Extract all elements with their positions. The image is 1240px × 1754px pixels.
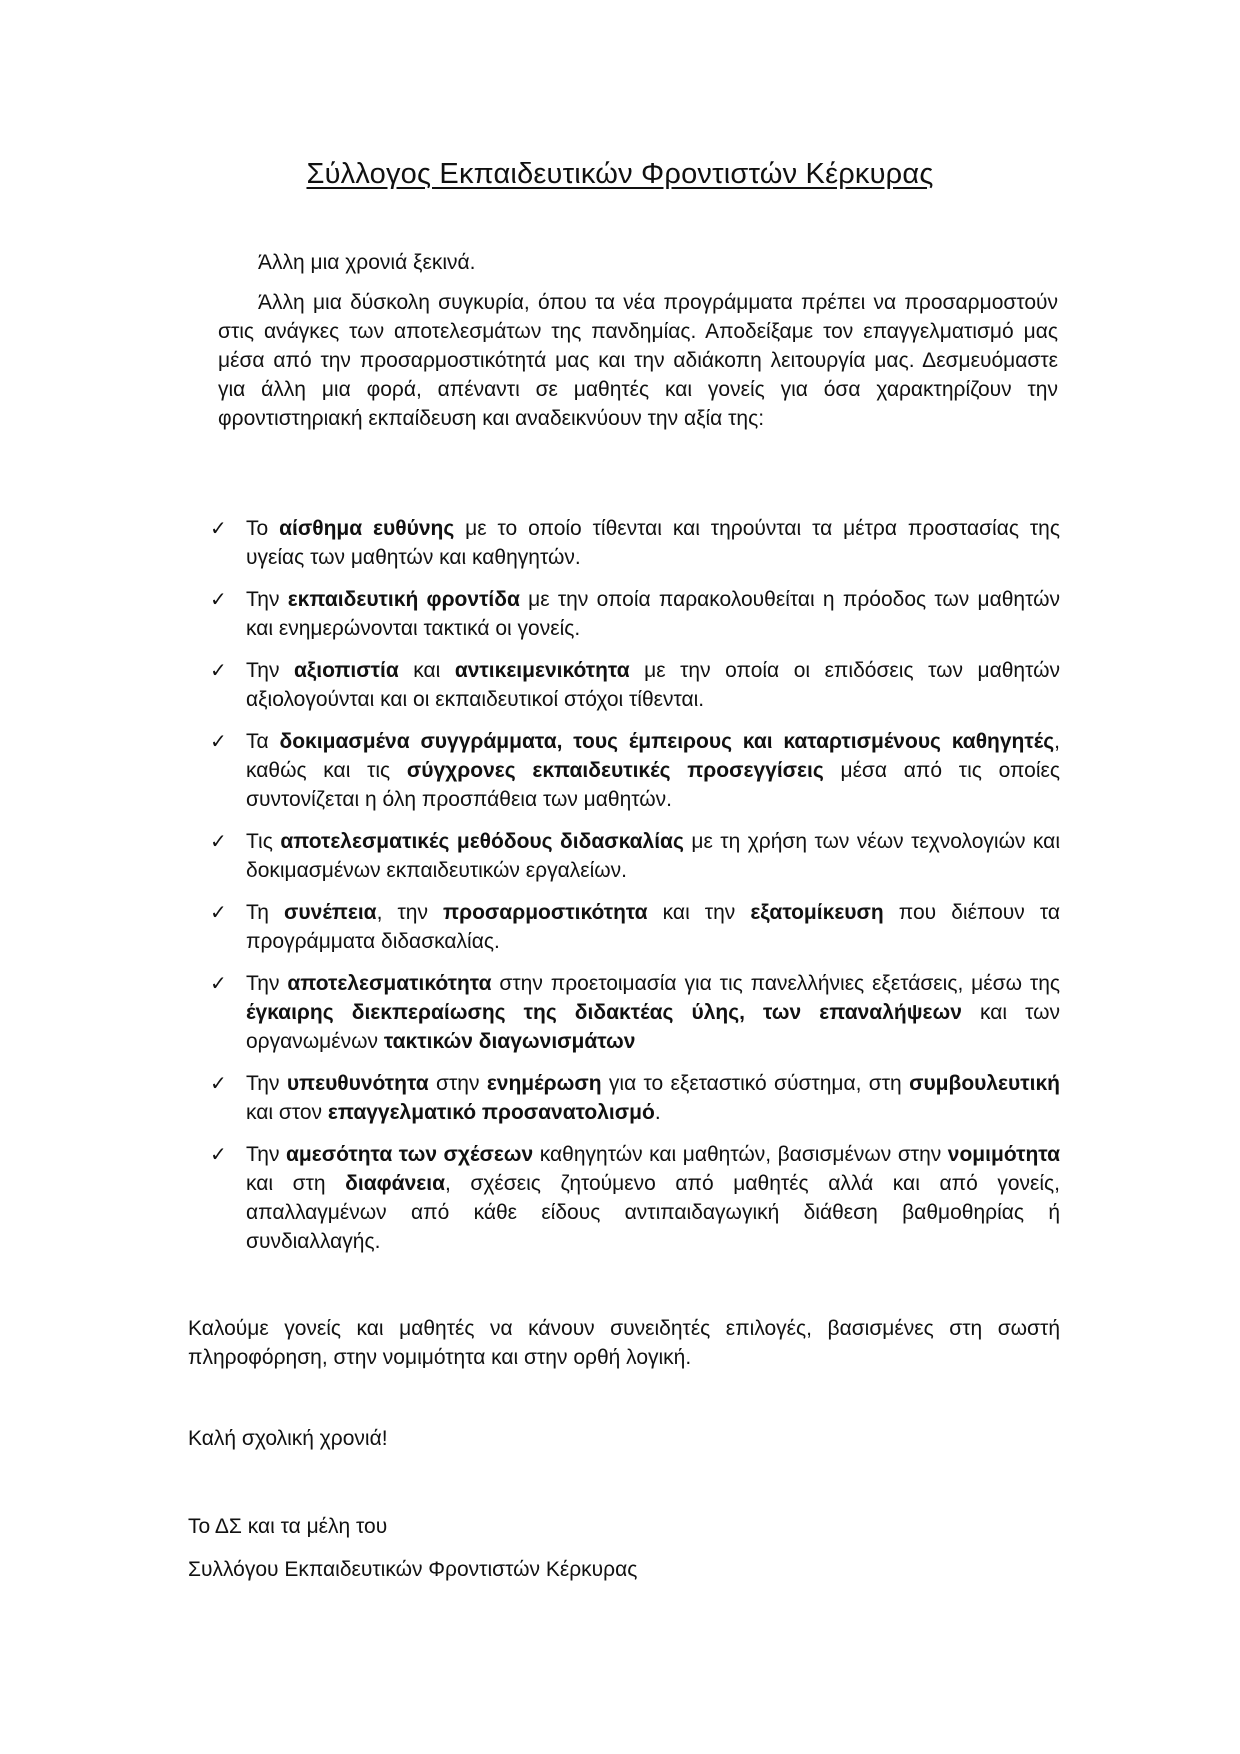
- emphasis-text: υπευθυνότητα: [286, 1072, 429, 1095]
- item-text: για το εξεταστικό σύστημα, στη: [601, 1072, 910, 1095]
- item-text: με τη χρήση των νέων τεχνολογιών και δοκιμασμένων εκπαιδευτικών εργαλείων.: [246, 830, 1060, 882]
- item-text: με την οποία παρακολουθείται η πρόοδος των μαθητών και ενημερώνονται τακτικά οι γονείς.: [246, 588, 1060, 640]
- emphasis-text: προσαρμοστικότητα: [443, 901, 648, 924]
- item-text: Την: [246, 588, 288, 611]
- checklist-item: [210, 514, 1060, 572]
- signature-line-2: Συλλόγου Εκπαιδευτικών Φροντιστών Κέρκυρας: [188, 1558, 638, 1581]
- checkmark-icon: ✓: [210, 1142, 227, 1166]
- checkmark-icon: ✓: [210, 829, 227, 853]
- emphasis-text: ενημέρωση: [486, 1072, 602, 1095]
- closing-wish: Καλή σχολική χρονιά!: [188, 1427, 388, 1450]
- opening-line-text: Άλλη μια χρονιά ξεκινά.: [258, 251, 476, 274]
- emphasis-text: τακτικών διαγωνισμάτων: [383, 1030, 636, 1053]
- emphasis-text: αντικειμενικότητα: [454, 659, 630, 682]
- item-text: στην προετοιμασία για τις πανελλήνιες εξετάσεις, μέσω της: [491, 972, 1060, 995]
- signature-line-1: Το ΔΣ και τα μέλη του: [188, 1515, 388, 1538]
- checklist-item: [210, 898, 1060, 956]
- item-text: Την: [246, 1072, 287, 1095]
- document-title: Σύλλογος Εκπαιδευτικών Φροντιστών Κέρκυρας: [306, 158, 934, 190]
- emphasis-text: σύγχρονες εκπαιδευτικές προσεγγίσεις: [406, 759, 824, 782]
- item-text: καθηγητών και μαθητών, βασισμένων στην: [533, 1143, 948, 1166]
- emphasis-text: έγκαιρης διεκπεραίωσης της διδακτέας ύλης, των επαναλήψεων: [246, 1001, 962, 1024]
- opening-line: [218, 248, 1058, 277]
- item-text: και: [398, 659, 455, 682]
- emphasis-text: εκπαιδευτική φροντίδα: [287, 588, 520, 611]
- item-text: με την οποία οι επιδόσεις των μαθητών αξιολογούνται και οι εκπαιδευτικοί στόχοι τίθενται.: [246, 659, 1060, 711]
- item-text: Την: [246, 659, 294, 682]
- emphasis-text: αποτελεσματικές μεθόδους διδασκαλίας: [280, 830, 684, 853]
- item-text: Τις: [246, 830, 281, 853]
- item-text: και των οργανωμένων: [246, 1001, 1060, 1053]
- item-text: και την: [647, 901, 751, 924]
- emphasis-text: νομιμότητα: [947, 1143, 1060, 1166]
- item-text: Τα: [246, 730, 280, 753]
- emphasis-text: εξατομίκευση: [750, 901, 884, 924]
- emphasis-text: συμβουλευτική: [909, 1072, 1060, 1095]
- checklist-item: [210, 827, 1060, 885]
- item-text: και στη: [246, 1172, 346, 1195]
- item-text: , την: [376, 901, 444, 924]
- item-text: , σχέσεις ζητούμενο από μαθητές αλλά και από γονείς, απαλλαγμένων από κάθε είδους αντιπαιδαγωγική διάθεση βαθμοθηρίας ή συνδιαλλαγής.: [246, 1172, 1061, 1253]
- item-text: μέσα από τις οποίες συντονίζεται η όλη προσπάθεια των μαθητών.: [246, 759, 1060, 811]
- checklist-item: [210, 727, 1060, 814]
- checklist-item: [210, 656, 1060, 714]
- item-text: Την: [246, 972, 288, 995]
- emphasis-text: δοκιμασμένα συγγράμματα, τους έμπειρους και καταρτισμένους καθηγητές: [279, 730, 1055, 753]
- item-text: .: [654, 1101, 661, 1124]
- checkmark-icon: ✓: [210, 658, 227, 682]
- emphasis-text: αίσθημα ευθύνης: [279, 517, 455, 540]
- opening-paragraph: [218, 288, 1058, 433]
- checklist-item: [210, 585, 1060, 643]
- checkmark-icon: ✓: [210, 587, 227, 611]
- checklist-item: [210, 1140, 1060, 1256]
- closing-call: Καλούμε γονείς και μαθητές να κάνουν συνειδητές επιλογές, βασισμένες στη σωστή πληροφόρηση, στην νομιμότητα και στην ορθή λογική.: [188, 1317, 1060, 1369]
- checklist-item: [210, 1069, 1060, 1127]
- item-text: στην: [428, 1072, 487, 1095]
- checkmark-icon: ✓: [210, 516, 227, 540]
- emphasis-text: συνέπεια: [284, 901, 377, 924]
- item-text: Τη: [246, 901, 285, 924]
- emphasis-text: αμεσότητα των σχέσεων: [286, 1143, 534, 1166]
- item-text: , καθώς και τις: [246, 730, 1060, 782]
- emphasis-text: αποτελεσματικότητα: [287, 972, 492, 995]
- checkmark-icon: ✓: [210, 900, 227, 924]
- emphasis-text: διαφάνεια: [345, 1172, 445, 1195]
- item-text: με το οποίο τίθενται και τηρούνται τα μέτρα προστασίας της υγείας των μαθητών και καθηγητών.: [246, 517, 1060, 569]
- item-text: Το: [246, 517, 280, 540]
- checklist-item: [210, 969, 1060, 1056]
- checkmark-icon: ✓: [210, 729, 227, 753]
- item-text: Την: [246, 1143, 287, 1166]
- opening-paragraph-text: Άλλη μια δύσκολη συγκυρία, όπου τα νέα προγράμματα πρέπει να προσαρμοστούν στις ανάγκες των αποτελεσμάτων της πανδημίας. Αποδείξαμε τον επαγγελματισμό μας μέσα από την προσαρμοστικότητά μας και την αδιάκοπη λειτουργία μας. Δεσμευόμαστε για άλλη μια φορά, απέναντι σε μαθητές και γονείς για όσα χαρακτηρίζουν την φροντιστηριακή εκπαίδευση και αναδεικνύουν την αξία της:: [218, 291, 1058, 430]
- item-text: και στον: [246, 1101, 328, 1124]
- item-text: που διέπουν τα προγράμματα διδασκαλίας.: [246, 901, 1060, 953]
- commitments-checklist: [210, 514, 1060, 1269]
- emphasis-text: επαγγελματικό προσανατολισμό: [327, 1101, 655, 1124]
- emphasis-text: αξιοπιστία: [294, 659, 399, 682]
- checkmark-icon: ✓: [210, 971, 227, 995]
- checkmark-icon: ✓: [210, 1071, 227, 1095]
